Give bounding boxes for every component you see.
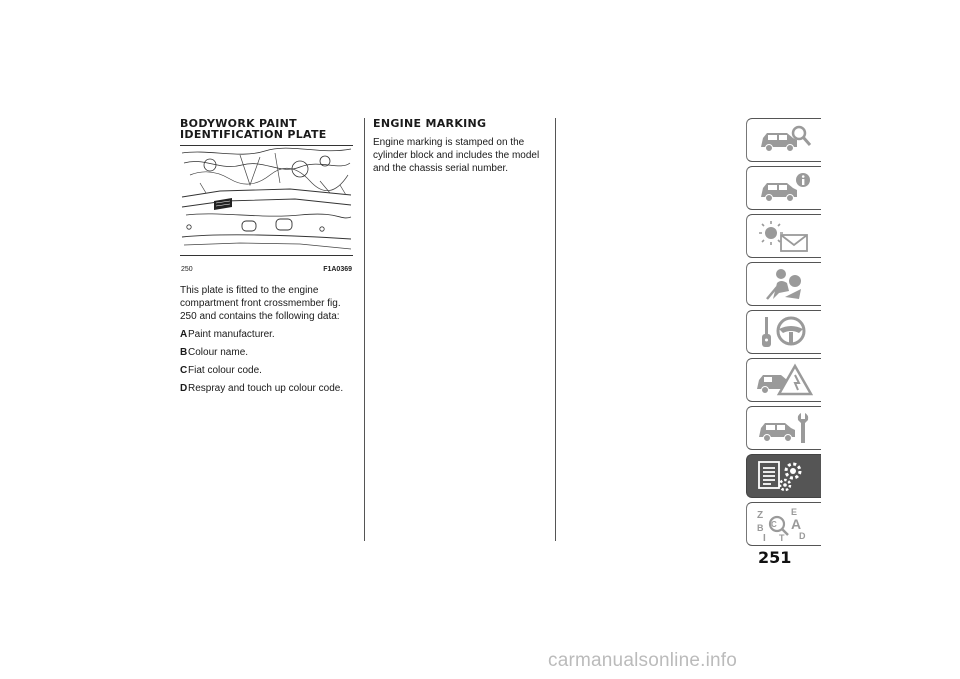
tab-technical-specifications[interactable] — [746, 454, 821, 498]
left-column — [180, 112, 355, 400]
index-letter-i: I — [763, 533, 766, 541]
figure-number: 250 — [181, 266, 193, 273]
item-letter: B — [180, 347, 188, 358]
column-divider — [555, 118, 556, 541]
car-warning-triangle-icon — [755, 363, 813, 397]
list-item — [180, 364, 355, 377]
right-column — [373, 112, 551, 175]
engine-marking-description: Engine marking is stamped on the cylinder block and includes the model and the chassis serial number. — [373, 137, 540, 174]
paint-plate-description: This plate is fitted to the engine compartment front crossmember fig. 250 and contains the following data: — [180, 285, 341, 322]
key-steering-wheel-icon — [755, 315, 813, 349]
index-letter-b: B — [757, 523, 764, 533]
paint-data-list — [180, 328, 355, 395]
item-letter: A — [180, 329, 188, 340]
car-info-icon — [755, 171, 813, 205]
index-letter-t: T — [779, 533, 785, 541]
index-letter-a: A — [791, 516, 802, 532]
tab-car-search[interactable] — [746, 118, 821, 162]
tab-index[interactable] — [746, 502, 821, 546]
column-divider — [364, 118, 365, 541]
item-text: Paint manufacturer. — [188, 329, 275, 340]
index-letter-e: E — [791, 507, 798, 517]
person-airbag-icon — [755, 267, 813, 301]
item-letter: D — [180, 383, 188, 394]
item-text: Colour name. — [188, 347, 249, 358]
tab-starting-driving[interactable] — [746, 310, 821, 354]
tab-safety[interactable] — [746, 262, 821, 306]
section-heading-engine-marking: ENGINE MARKING — [373, 117, 487, 130]
watermark: carmanualsonline.info — [548, 650, 738, 671]
page-number: 251 — [758, 548, 792, 567]
spec-list-gears-icon — [755, 459, 813, 493]
item-text: Respray and touch up colour code. — [188, 383, 344, 394]
engine-compartment-figure — [180, 145, 353, 273]
item-text: Fiat colour code. — [188, 365, 262, 376]
tab-maintenance[interactable] — [746, 406, 821, 450]
tab-emergency[interactable] — [746, 358, 821, 402]
tab-warning-lights[interactable] — [746, 214, 821, 258]
index-letter-z: Z — [757, 510, 764, 521]
warning-light-envelope-icon — [755, 219, 813, 253]
alphabetical-index-icon — [755, 507, 813, 541]
car-wrench-icon — [755, 411, 813, 445]
heading-line-1: BODYWORK PAINT — [180, 117, 297, 130]
list-item — [180, 328, 355, 341]
list-item — [180, 346, 355, 359]
heading-line-2: IDENTIFICATION PLATE — [180, 128, 327, 141]
engine-compartment-illustration — [180, 145, 353, 263]
figure-code: F1A0369 — [323, 266, 352, 273]
index-letter-d: D — [799, 531, 806, 541]
index-letter-c: C — [771, 520, 777, 529]
list-item — [180, 382, 355, 395]
section-heading-paint-plate — [180, 118, 355, 140]
car-search-icon — [755, 123, 813, 157]
tab-car-info[interactable] — [746, 166, 821, 210]
item-letter: C — [180, 365, 188, 376]
chapter-tabs — [746, 118, 821, 550]
